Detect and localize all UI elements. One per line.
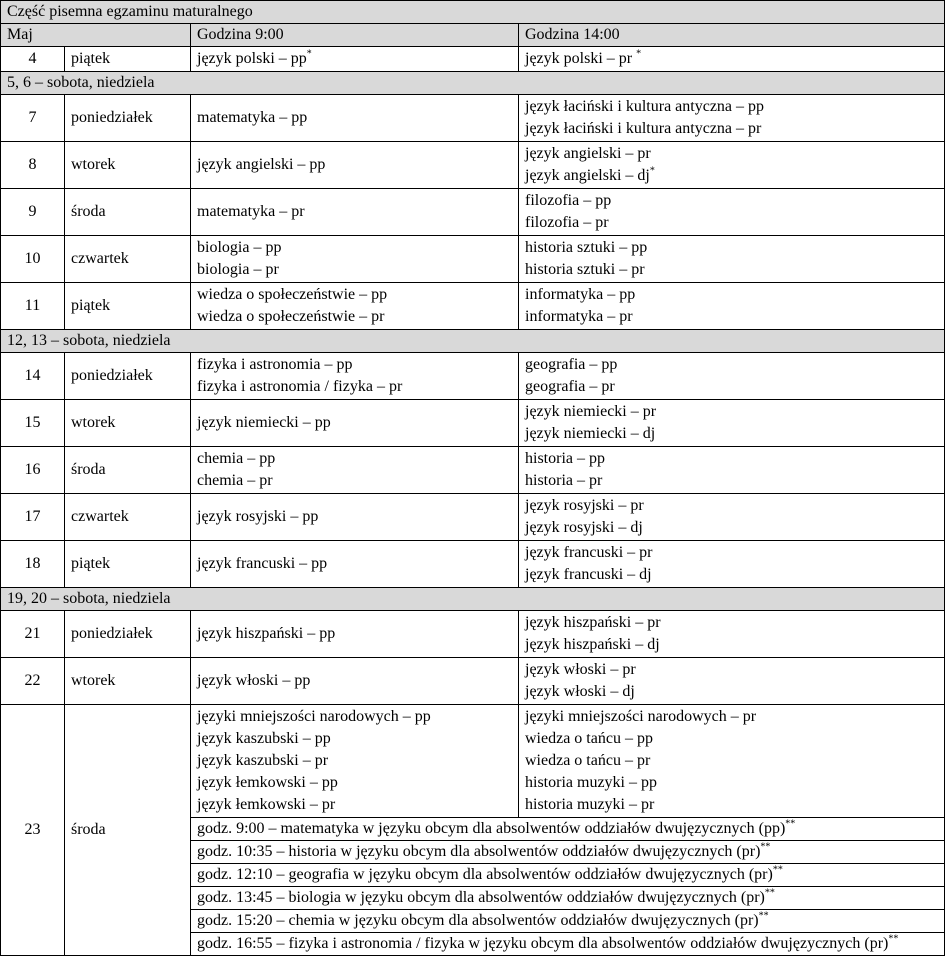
footnote-mark: **	[758, 910, 769, 922]
exam-text: język rosyjski – pp	[197, 508, 319, 525]
exam-text: informatyka – pp	[525, 286, 636, 303]
weekend-label: 12, 13 – sobota, niedziela	[1, 330, 945, 353]
exam-entry	[197, 750, 512, 772]
morning-exams	[191, 95, 519, 142]
exam-entry	[525, 495, 938, 517]
day-number: 21	[1, 611, 65, 658]
afternoon-exams	[519, 47, 945, 72]
day-number: 10	[1, 236, 65, 283]
exam-entry	[525, 401, 938, 423]
exam-text: język włoski – dj	[525, 683, 635, 700]
morning-exams	[191, 447, 519, 494]
weekday: poniedziałek	[65, 353, 191, 400]
afternoon-exams	[519, 189, 945, 236]
weekend-label: 19, 20 – sobota, niedziela	[1, 588, 945, 611]
afternoon-header: Godzina 14:00	[519, 24, 945, 47]
exam-text: matematyka – pr	[197, 203, 305, 220]
morning-exams	[191, 541, 519, 588]
exam-entry	[525, 659, 938, 681]
weekday: piątek	[65, 47, 191, 72]
exam-text: język hiszpański – pp	[197, 625, 336, 642]
exam-entry	[525, 750, 938, 772]
footnote-mark: *	[636, 48, 642, 60]
exam-entry	[197, 376, 512, 398]
exam-text: język polski – pr	[525, 50, 637, 67]
exam-entry	[525, 237, 938, 259]
afternoon-exams	[519, 541, 945, 588]
exam-text: godz. 10:35 – historia w języku obcym dla absolwentów oddziałów dwujęzycznych (pr)	[197, 843, 761, 860]
exam-entry	[525, 728, 938, 750]
exam-entry	[197, 237, 512, 259]
exam-text: historia – pr	[525, 472, 603, 489]
exam-text: język łemkowski – pp	[197, 774, 338, 791]
weekday: piątek	[65, 541, 191, 588]
exam-text: język angielski – pp	[197, 156, 326, 173]
weekday: wtorek	[65, 142, 191, 189]
exam-text: chemia – pr	[197, 472, 273, 489]
exam-entry	[197, 506, 512, 528]
morning-header: Godzina 9:00	[191, 24, 519, 47]
exam-entry	[525, 284, 938, 306]
day-number: 22	[1, 658, 65, 705]
morning-exams	[191, 494, 519, 541]
day-row	[1, 494, 945, 541]
morning-exams	[191, 189, 519, 236]
exam-text: historia muzyki – pr	[525, 796, 655, 813]
table-title: Część pisemna egzaminu maturalnego	[1, 1, 945, 24]
afternoon-exams	[519, 658, 945, 705]
exam-entry	[525, 448, 938, 470]
day-row	[1, 400, 945, 447]
weekday: poniedziałek	[65, 95, 191, 142]
exam-text: język łaciński i kultura antyczna – pp	[525, 98, 765, 115]
weekday: wtorek	[65, 400, 191, 447]
morning-exams	[191, 705, 519, 818]
afternoon-exams	[519, 705, 945, 818]
afternoon-exams	[519, 447, 945, 494]
day-row	[1, 142, 945, 189]
exam-entry	[197, 48, 512, 70]
exam-entry	[197, 794, 512, 816]
exam-text: godz. 13:45 – biologia w języku obcym dla absolwentów oddziałów dwujęzycznych (pr)	[197, 889, 765, 906]
morning-exams	[191, 236, 519, 283]
exam-text: język niemiecki – pp	[197, 414, 331, 431]
afternoon-exams	[519, 283, 945, 330]
bilingual-exam	[191, 818, 945, 841]
exam-text: język niemiecki – pr	[525, 403, 657, 420]
exam-text: wiedza o tańcu – pr	[525, 752, 651, 769]
exam-text: wiedza o społeczeństwie – pp	[197, 286, 388, 303]
exam-entry	[197, 772, 512, 794]
exam-entry	[525, 376, 938, 398]
header-row	[1, 24, 945, 47]
exam-entry	[525, 634, 938, 656]
exam-text: filozofia – pp	[525, 192, 612, 209]
afternoon-exams	[519, 353, 945, 400]
exam-entry	[197, 728, 512, 750]
exam-entry	[197, 412, 512, 434]
month-header: Maj	[1, 24, 191, 47]
weekday: czwartek	[65, 494, 191, 541]
day-row	[1, 447, 945, 494]
exam-entry	[197, 670, 512, 692]
exam-text: język łemkowski – pr	[197, 796, 336, 813]
exam-entry	[525, 681, 938, 703]
bilingual-exam	[191, 887, 945, 910]
exam-text: język włoski – pr	[525, 661, 636, 678]
weekday: środa	[65, 705, 191, 956]
exam-entry	[197, 259, 512, 281]
morning-exams	[191, 47, 519, 72]
exam-text: historia – pp	[525, 450, 605, 467]
footnote-mark: **	[760, 841, 771, 853]
exam-text: fizyka i astronomia – pp	[197, 356, 353, 373]
exam-entry	[525, 470, 938, 492]
weekday: czwartek	[65, 236, 191, 283]
bilingual-exam	[191, 910, 945, 933]
exam-text: język niemiecki – dj	[525, 425, 656, 442]
day-number: 14	[1, 353, 65, 400]
exam-entry	[525, 259, 938, 281]
weekday: piątek	[65, 283, 191, 330]
afternoon-exams	[519, 400, 945, 447]
exam-text: języki mniejszości narodowych – pr	[525, 708, 757, 725]
weekend-row	[1, 72, 945, 95]
day-number: 9	[1, 189, 65, 236]
exam-entry	[525, 165, 938, 187]
exam-text: język polski – pp	[197, 50, 307, 67]
exam-text: język francuski – pr	[525, 544, 653, 561]
exam-entry	[525, 517, 938, 539]
afternoon-exams	[519, 494, 945, 541]
exam-text: język rosyjski – dj	[525, 519, 643, 536]
exam-text: język hiszpański – pr	[525, 614, 661, 631]
weekday: środa	[65, 447, 191, 494]
footnote-mark: *	[306, 48, 312, 60]
exam-text: biologia – pr	[197, 261, 279, 278]
morning-exams	[191, 658, 519, 705]
weekday: poniedziałek	[65, 611, 191, 658]
exam-text: język rosyjski – pr	[525, 497, 644, 514]
exam-entry	[525, 354, 938, 376]
exam-entry	[197, 306, 512, 328]
exam-entry	[525, 794, 938, 816]
exam-text: język francuski – dj	[525, 566, 652, 583]
weekday: środa	[65, 189, 191, 236]
exam-text: język francuski – pp	[197, 555, 328, 572]
exam-entry	[525, 564, 938, 586]
exam-entry	[197, 470, 512, 492]
title-row	[1, 1, 945, 24]
footnote-mark: **	[888, 933, 899, 945]
exam-text: filozofia – pr	[525, 214, 609, 231]
exam-entry	[197, 623, 512, 645]
day-number: 8	[1, 142, 65, 189]
exam-text: godz. 15:20 – chemia w języku obcym dla absolwentów oddziałów dwujęzycznych (pr)	[197, 912, 759, 929]
afternoon-exams	[519, 236, 945, 283]
bilingual-exam	[191, 864, 945, 887]
exam-entry	[525, 190, 938, 212]
day-row	[1, 47, 945, 72]
exam-entry	[197, 553, 512, 575]
day-row	[1, 95, 945, 142]
exam-entry	[197, 448, 512, 470]
day-row	[1, 353, 945, 400]
footnote-mark: *	[649, 165, 655, 177]
weekend-label: 5, 6 – sobota, niedziela	[1, 72, 945, 95]
exam-text: wiedza o tańcu – pp	[525, 730, 653, 747]
exam-text: język kaszubski – pr	[197, 752, 329, 769]
exam-entry	[525, 772, 938, 794]
day-number: 4	[1, 47, 65, 72]
exam-text: historia sztuki – pp	[525, 239, 648, 256]
day-number: 15	[1, 400, 65, 447]
exam-entry	[525, 96, 938, 118]
exam-text: język angielski – dj	[525, 167, 650, 184]
exam-entry	[525, 118, 938, 140]
day-row	[1, 705, 945, 818]
exam-entry	[197, 354, 512, 376]
exam-text: język łaciński i kultura antyczna – pr	[525, 120, 762, 137]
morning-exams	[191, 283, 519, 330]
exam-text: języki mniejszości narodowych – pp	[197, 708, 431, 725]
day-number: 18	[1, 541, 65, 588]
day-row	[1, 658, 945, 705]
afternoon-exams	[519, 142, 945, 189]
exam-text: biologia – pp	[197, 239, 282, 256]
exam-entry	[197, 107, 512, 129]
exam-entry	[525, 143, 938, 165]
exam-text: historia sztuki – pr	[525, 261, 645, 278]
day-number: 11	[1, 283, 65, 330]
exam-text: język angielski – pr	[525, 145, 651, 162]
exam-text: matematyka – pp	[197, 109, 308, 126]
exam-text: godz. 16:55 – fizyka i astronomia / fizyka w języku obcym dla absolwentów oddziałów dwujęzycznych (pr)	[197, 935, 889, 952]
exam-entry	[197, 284, 512, 306]
bilingual-exam	[191, 933, 945, 956]
morning-exams	[191, 611, 519, 658]
exam-text: godz. 9:00 – matematyka w języku obcym dla absolwentów oddziałów dwujęzycznych (pp)	[197, 820, 786, 837]
weekend-row	[1, 588, 945, 611]
exam-text: język kaszubski – pp	[197, 730, 331, 747]
afternoon-exams	[519, 95, 945, 142]
day-row	[1, 611, 945, 658]
day-row	[1, 541, 945, 588]
day-number: 7	[1, 95, 65, 142]
footnote-mark: **	[772, 864, 783, 876]
day-number: 16	[1, 447, 65, 494]
exam-entry	[525, 423, 938, 445]
exam-text: geografia – pp	[525, 356, 618, 373]
weekday: wtorek	[65, 658, 191, 705]
morning-exams	[191, 400, 519, 447]
exam-entry	[525, 306, 938, 328]
schedule-body	[1, 47, 945, 956]
exam-text: język włoski – pp	[197, 672, 311, 689]
day-row	[1, 236, 945, 283]
exam-entry	[525, 706, 938, 728]
exam-entry	[525, 48, 938, 70]
bilingual-exam	[191, 841, 945, 864]
exam-text: wiedza o społeczeństwie – pr	[197, 308, 385, 325]
exam-entry	[197, 706, 512, 728]
day-row	[1, 283, 945, 330]
exam-text: historia muzyki – pp	[525, 774, 657, 791]
morning-exams	[191, 142, 519, 189]
day-row	[1, 189, 945, 236]
afternoon-exams	[519, 611, 945, 658]
exam-entry	[197, 154, 512, 176]
exam-text: godz. 12:10 – geografia w języku obcym dla absolwentów oddziałów dwujęzycznych (pr)	[197, 866, 773, 883]
morning-exams	[191, 353, 519, 400]
day-number: 23	[1, 705, 65, 956]
exam-text: informatyka – pr	[525, 308, 633, 325]
day-number: 17	[1, 494, 65, 541]
exam-entry	[525, 612, 938, 634]
exam-text: fizyka i astronomia / fizyka – pr	[197, 378, 403, 395]
exam-entry	[197, 201, 512, 223]
exam-text: chemia – pp	[197, 450, 276, 467]
exam-text: geografia – pr	[525, 378, 615, 395]
footnote-mark: **	[785, 818, 796, 830]
exam-entry	[525, 542, 938, 564]
footnote-mark: **	[764, 887, 775, 899]
exam-entry	[525, 212, 938, 234]
weekend-row	[1, 330, 945, 353]
exam-text: język hiszpański – dj	[525, 636, 660, 653]
